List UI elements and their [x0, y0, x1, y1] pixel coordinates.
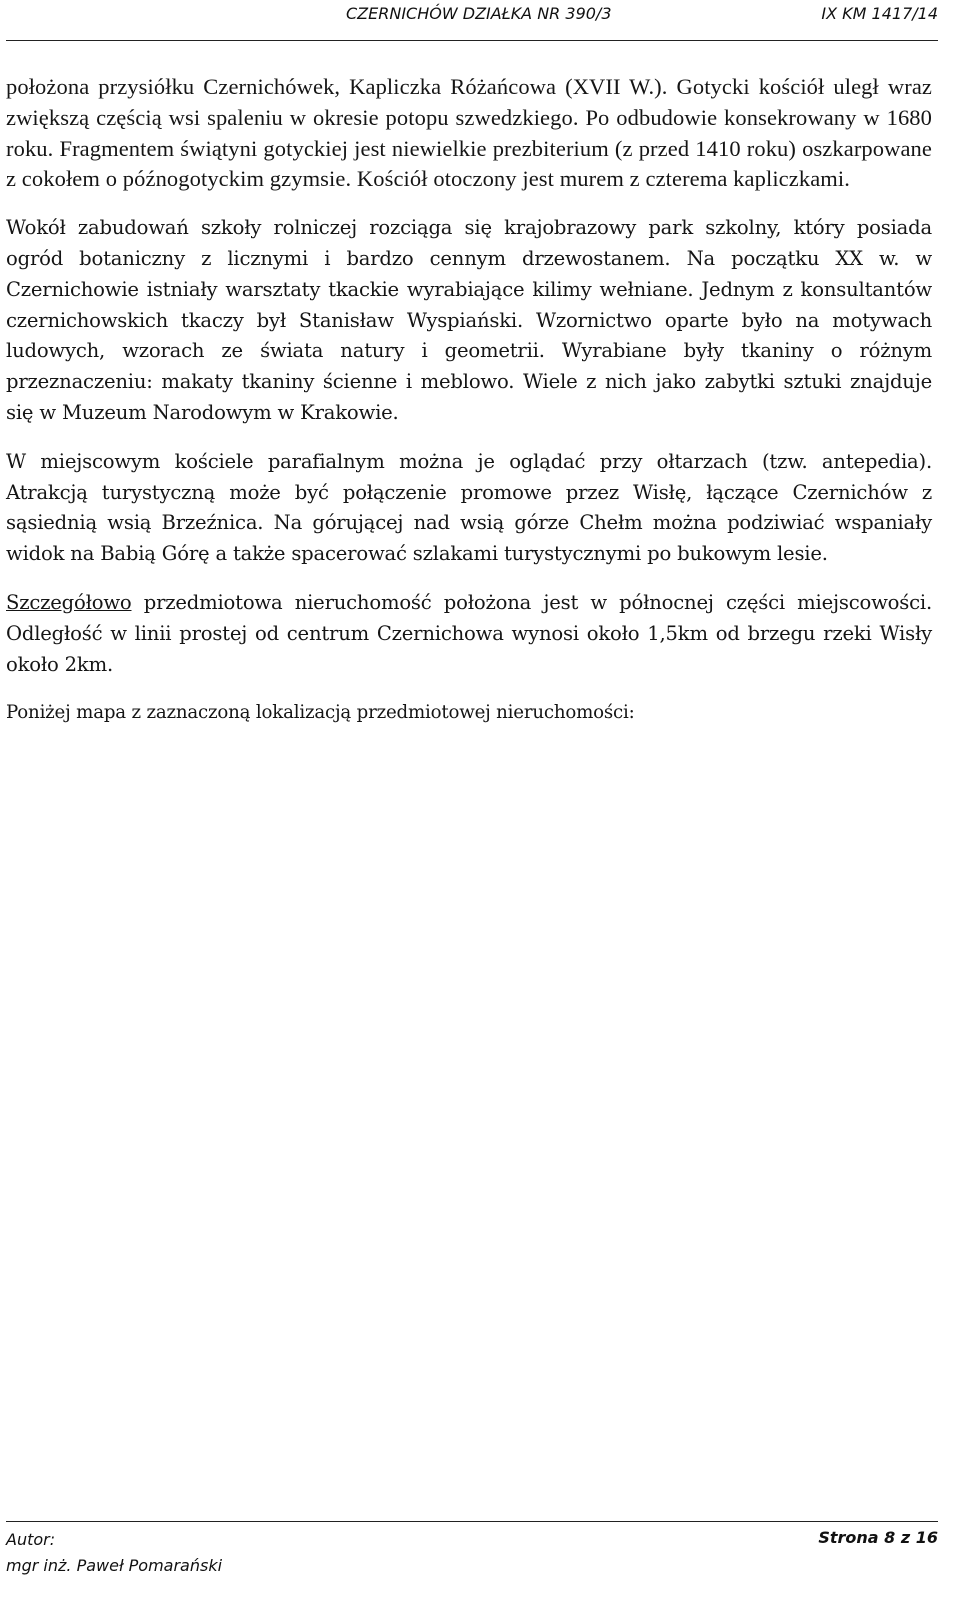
paragraph-location-text: przedmiotowa nieruchomość położona jest w północnej części miejscowości. Odległość w linii prostej od centrum Czernichowa wynosi około 1,5km od brzegu rzeki Wisły około 2km. — [6, 590, 932, 676]
author-label: Autor: — [6, 1530, 56, 1549]
paragraph-school-park: Wokół zabudowań szkoły rolniczej rozciąga się krajobrazowy park szkolny, który posiada ogród botaniczny z licznymi i bardzo cennym drzewostanem. Na początku XX w. w Czernichowie istniały warsztaty tkackie wyrabiające kilimy wełniane. Jednym z konsultantów czernichowskich tkaczy był Stanisław Wyspiański. Wzornictwo oparte było na motywach ludowych, wzorach ze świata natury i geometrii. Wyrabiane były tkaniny o różnym przeznaczeniu: makaty tkaniny ścienne i meblowo. Wiele z nich jako zabytki sztuki znajduje się w Muzeum Narodowym w Krakowie. — [6, 216, 932, 424]
paragraph-map-intro: Poniżej mapa z zaznaczoną lokalizacją przedmiotowej nieruchomości: — [6, 702, 635, 724]
page-header — [6, 0, 938, 41]
page-number: Strona 8 z 16 — [818, 1528, 938, 1547]
paragraph-church-history: położona przysiółku Czernichówek, Kapliczka Różańcowa (XVII W.). Gotycki kościół uległ wraz zwiększą częścią wsi spaleniu w okresie potopu szwedzkiego. Po odbudowie konsekrowany w 1680 roku. Fragmentem świątyni gotyckiej jest niewielkie prezbiterium (z przed 1410 roku) oszkarpowane z cokołem o późnogotyckim gzymsie. Kościół otoczony jest murem z czterema kapliczkami. — [6, 74, 932, 192]
underlined-term: Szczegółowo — [6, 590, 132, 614]
document-body — [6, 72, 932, 747]
document-title: CZERNICHÓW DZIAŁKA NR 390/3 — [346, 4, 612, 23]
page-footer — [6, 1521, 938, 1582]
paragraph-property-location — [6, 588, 932, 680]
case-reference: IX KM 1417/14 — [821, 4, 938, 23]
paragraph-attractions: W miejscowym kościele parafialnym można je oglądać przy ołtarzach (tzw. antepedia). Atrakcją turystyczną może być połączenie promowe przez Wisłę, łączące Czernichów z sąsiednią wsią Brzeźnica. Na górującej nad wsią górze Chełm można podziwiać wspaniały widok na Babią Górę a także spacerować szlakami turystycznymi po bukowym lesie. — [6, 449, 932, 566]
author-name: mgr inż. Paweł Pomarański — [6, 1556, 223, 1575]
